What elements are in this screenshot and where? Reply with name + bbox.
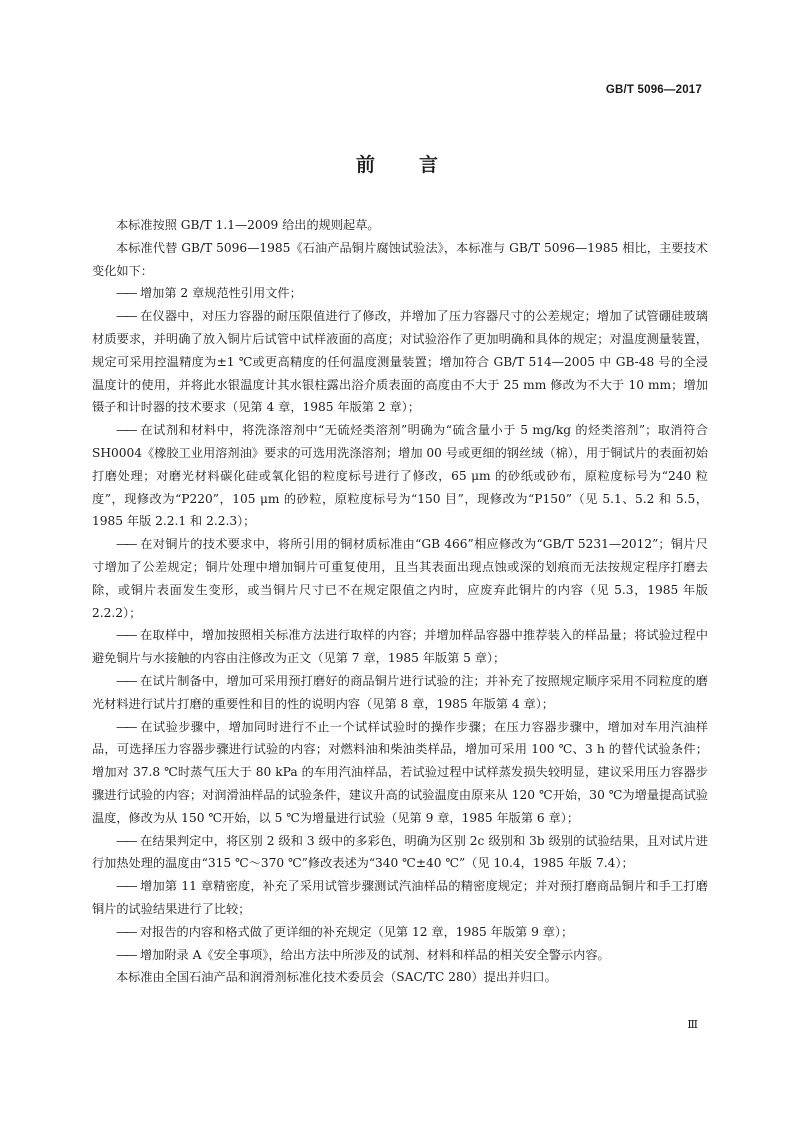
change-item — [92, 944, 708, 967]
change-item-text: 在结果判定中，将区别 2 级和 3 级中的多彩色，明确为区别 2c 级别和 3b 级别的试验结果，且对试片进行加热处理的温度由“315 ℃～370 ℃”修改表述为“340 ℃±40 ℃”（见 10.4，1985 年版 7.4）； — [92, 833, 708, 871]
change-item — [92, 670, 708, 716]
dash-marker: —— — [116, 628, 135, 643]
standard-code: GB/T 5096—2017 — [605, 84, 702, 96]
title-char-1: 前 — [355, 154, 375, 176]
change-item-text: 对报告的内容和格式做了更详细的补充规定（见第 12 章，1985 年版第 9 章）； — [140, 924, 574, 939]
change-item — [92, 716, 708, 830]
change-item-text: 增加第 2 章规范性引用文件； — [140, 286, 302, 301]
dash-marker: —— — [116, 833, 135, 848]
dash-marker: —— — [116, 924, 135, 939]
intro-paragraph: 本标准按照 GB/T 1.1—2009 给出的规则起草。 — [116, 218, 380, 232]
change-item — [92, 282, 708, 305]
change-item-text: 增加第 11 章精密度，补充了采用试管步骤测试汽油样品的精密度规定；并对预打磨商品铜片和手工打磨铜片的试验结果进行了比较； — [92, 879, 708, 916]
dash-marker: —— — [116, 719, 135, 734]
dash-marker: —— — [116, 947, 135, 962]
document-body — [92, 214, 708, 989]
replacement-paragraph: 本标准代替 GB/T 5096—1985《石油产品铜片腐蚀试验法》，本标准与 GB/T 5096—1985 相比，主要技术变化如下： — [92, 240, 708, 278]
change-item-text: 在取样中，增加按照相关标准方法进行取样的内容；并增加样品容器中推荐装入的样品量；将试验过程中避免铜片与水接触的内容由注修改为正文（见第 7 章，1985 年版第 5 章）； — [92, 628, 708, 666]
change-item — [92, 875, 708, 921]
change-item — [92, 533, 708, 624]
page-number: Ⅲ — [687, 1018, 698, 1031]
change-item — [92, 830, 708, 876]
dash-marker: —— — [116, 309, 135, 324]
change-item-text: 在试验步骤中，增加同时进行不止一个试样试验时的操作步骤；在压力容器步骤中，增加对车用汽油样品，可选择压力容器步骤进行试验的内容；对燃料油和柴油类样品，增加可采用 100 ℃、3 h 的替代试验条件；增加对 37.8 ℃时蒸气压大于 80 kPa 的车用汽油样品，若试验过程中试样蒸发损失较明显，建议采用压力容器步骤进行试验的内容；对润滑油样品的试验条件，建议升高的试验温度由原来从 120 ℃开始，30 ℃为增量提高试验温度，修改为从 150 ℃开始，以 5 ℃为增量进行试验（见第 9 章，1985 年版第 6 章）； — [92, 719, 708, 825]
change-item — [92, 305, 708, 419]
dash-marker: —— — [116, 673, 135, 688]
change-item-text: 在试片制备中，增加可采用预打磨好的商品铜片进行试验的注；并补充了按照规定顺序采用不同粒度的磨光材料进行试片打磨的重要性和目的性的说明内容（见第 8 章，1985 年版第 4 章）； — [92, 673, 708, 711]
title-char-2: 言 — [419, 154, 439, 176]
dash-marker: —— — [116, 423, 135, 438]
change-item — [92, 921, 708, 944]
dash-marker: —— — [116, 537, 135, 552]
change-item-text: 在仪器中，对压力容器的耐压限值进行了修改，并增加了压力容器尺寸的公差规定；增加了试管硼硅玻璃材质要求，并明确了放入铜片后试管中试样液面的高度；对试验浴作了更加明确和具体的规定；对温度测量装置，规定可采用控温精度为±1 ℃或更高精度的任何温度测量装置；增加符合 GB/T 514—2005 中 GB-48 号的全浸温度计的使用，并将此水银温度计其水银柱露出浴介质表面的高度由不大于 25 mm 修改为不大于 10 mm；增加镊子和计时器的技术要求（见第 4 章，1985 年版第 2 章）； — [92, 309, 708, 415]
change-item-text: 增加附录 A《安全事项》，给出方法中所涉及的试剂、材料和样品的相关安全警示内容。 — [140, 947, 610, 962]
responsibility-paragraph: 本标准由全国石油产品和润滑剂标准化技术委员会（SAC/TC 280）提出并归口。 — [116, 970, 557, 985]
change-item — [92, 624, 708, 670]
page-title — [0, 150, 794, 177]
dash-marker: —— — [116, 286, 135, 301]
dash-marker: —— — [116, 879, 135, 894]
change-item-text: 在试剂和材料中，将洗涤溶剂中“无硫烃类溶剂”明确为“硫含量小于 5 mg/kg 的烃类溶剂”；取消符合 SH0004《橡胶工业用溶剂油》要求的可选用洗涤溶剂；增加 00 号或更细的钢丝绒（棉），用于铜试片的表面初始打磨处理；对磨光材料碳化硅或氧化铝的粒度标号进行了修改，65 μm 的砂纸或砂布，原粒度标号为“240 粒度”，现修改为“P220”，105 μm 的砂粒，原粒度标号为“150 目”，现修改为“P150”（见 5.1、5.2 和 5.5，1985 年版 2.2.1 和 2.2.3）； — [92, 423, 708, 529]
change-item-text: 在对铜片的技术要求中，将所引用的铜材质标准由“GB 466”相应修改为“GB/T 5231—2012”；铜片尺寸增加了公差规定；铜片处理中增加铜片可重复使用，且当其表面出现点蚀或深的划痕而无法按规定程序打磨去除，或铜片表面发生变形，或当铜片尺寸已不在规定限值之内时，应废弃此铜片的内容（见 5.3，1985 年版 2.2.2）； — [92, 537, 708, 620]
change-item — [92, 419, 708, 533]
